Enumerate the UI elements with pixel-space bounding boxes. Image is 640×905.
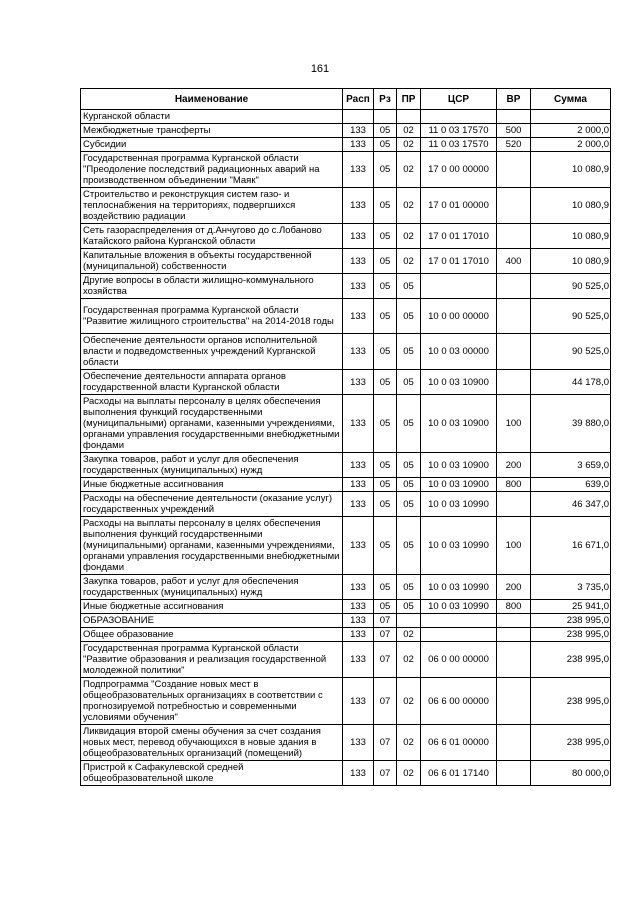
cell-name: ОБРАЗОВАНИЕ — [81, 614, 343, 628]
cell-csr: 10 0 00 00000 — [421, 299, 497, 334]
cell-pr: 05 — [397, 517, 421, 575]
header-rz: Рз — [374, 89, 397, 110]
cell-sum: 25 941,0 — [531, 600, 611, 614]
cell-name: Пристрой к Сафакулевской средней общеобразовательной школе — [81, 761, 343, 786]
cell-sum: 639,0 — [531, 478, 611, 492]
cell-vr — [497, 274, 531, 299]
cell-rz: 05 — [374, 370, 397, 395]
cell-pr: 02 — [397, 628, 421, 642]
cell-csr: 17 0 01 17010 — [421, 249, 497, 274]
cell-rz: 05 — [374, 188, 397, 224]
cell-rasp: 133 — [343, 761, 374, 786]
cell-pr: 05 — [397, 453, 421, 478]
cell-vr: 520 — [497, 138, 531, 152]
cell-sum: 39 880,0 — [531, 395, 611, 453]
cell-rz: 05 — [374, 395, 397, 453]
cell-rasp: 133 — [343, 224, 374, 249]
table-row — [81, 188, 611, 224]
cell-pr: 05 — [397, 478, 421, 492]
header-sum: Сумма — [531, 89, 611, 110]
cell-name: Курганской области — [81, 110, 343, 124]
cell-vr: 500 — [497, 124, 531, 138]
cell-rz: 05 — [374, 453, 397, 478]
cell-rasp: 133 — [343, 274, 374, 299]
cell-csr: 06 6 01 17140 — [421, 761, 497, 786]
cell-pr: 05 — [397, 370, 421, 395]
header-pr: ПР — [397, 89, 421, 110]
cell-vr: 100 — [497, 517, 531, 575]
cell-rz: 05 — [374, 334, 397, 370]
cell-pr: 02 — [397, 642, 421, 678]
cell-vr — [497, 492, 531, 517]
cell-rz: 07 — [374, 678, 397, 725]
cell-pr: 02 — [397, 124, 421, 138]
cell-rz: 05 — [374, 478, 397, 492]
cell-sum: 10 080,9 — [531, 224, 611, 249]
cell-sum: 238 995,0 — [531, 678, 611, 725]
cell-vr — [497, 761, 531, 786]
cell-vr: 200 — [497, 575, 531, 600]
cell-csr: 10 0 03 10990 — [421, 492, 497, 517]
cell-sum: 16 671,0 — [531, 517, 611, 575]
cell-vr: 800 — [497, 600, 531, 614]
cell-csr — [421, 614, 497, 628]
cell-vr — [497, 642, 531, 678]
cell-pr: 02 — [397, 761, 421, 786]
cell-csr: 10 0 03 10990 — [421, 575, 497, 600]
cell-rasp: 133 — [343, 370, 374, 395]
cell-sum: 3 735,0 — [531, 575, 611, 600]
cell-pr: 02 — [397, 725, 421, 761]
cell-pr: 05 — [397, 492, 421, 517]
cell-sum: 10 080,9 — [531, 188, 611, 224]
cell-csr: 17 0 01 17010 — [421, 224, 497, 249]
table-row — [81, 274, 611, 299]
cell-rz: 05 — [374, 124, 397, 138]
cell-rz: 05 — [374, 517, 397, 575]
cell-rz: 07 — [374, 642, 397, 678]
cell-sum: 3 659,0 — [531, 453, 611, 478]
header-rasp: Расп — [343, 89, 374, 110]
cell-name: Государственная программа Курганской области "Развитие образования и реализация государственной молодежной политики" — [81, 642, 343, 678]
cell-vr — [497, 299, 531, 334]
table-row — [81, 124, 611, 138]
cell-pr: 02 — [397, 224, 421, 249]
cell-pr — [397, 110, 421, 124]
cell-csr: 06 0 00 00000 — [421, 642, 497, 678]
cell-pr: 02 — [397, 152, 421, 188]
cell-rasp: 133 — [343, 299, 374, 334]
cell-name: Иные бюджетные ассигнования — [81, 478, 343, 492]
cell-pr: 02 — [397, 138, 421, 152]
cell-name: Иные бюджетные ассигнования — [81, 600, 343, 614]
cell-rz: 05 — [374, 152, 397, 188]
cell-vr — [497, 370, 531, 395]
cell-csr: 10 0 03 10900 — [421, 453, 497, 478]
cell-vr — [497, 628, 531, 642]
cell-rz: 05 — [374, 492, 397, 517]
cell-rasp: 133 — [343, 188, 374, 224]
cell-rasp: 133 — [343, 642, 374, 678]
cell-name: Закупка товаров, работ и услуг для обеспечения государственных (муниципальных) нужд — [81, 575, 343, 600]
cell-sum: 44 178,0 — [531, 370, 611, 395]
cell-vr — [497, 334, 531, 370]
cell-name: Общее образование — [81, 628, 343, 642]
cell-rasp: 133 — [343, 124, 374, 138]
table-row — [81, 453, 611, 478]
cell-name: Обеспечение деятельности органов исполнительной власти и подведомственных учреждений Курганской области — [81, 334, 343, 370]
cell-vr — [497, 224, 531, 249]
cell-vr — [497, 678, 531, 725]
cell-sum: 238 995,0 — [531, 628, 611, 642]
cell-sum: 238 995,0 — [531, 725, 611, 761]
cell-vr — [497, 188, 531, 224]
cell-name: Расходы на обеспечение деятельности (оказание услуг) государственных учреждений — [81, 492, 343, 517]
table-row — [81, 614, 611, 628]
cell-name: Подпрограмма "Создание новых мест в общеобразовательных организациях в соответствии с прогнозируемой потребностью и современными условиями обучения" — [81, 678, 343, 725]
cell-sum: 90 525,0 — [531, 334, 611, 370]
cell-sum: 90 525,0 — [531, 274, 611, 299]
cell-name: Государственная программа Курганской области "Развитие жилищного строительства" на 2014-2018 годы — [81, 299, 343, 334]
cell-rz: 05 — [374, 249, 397, 274]
cell-name: Закупка товаров, работ и услуг для обеспечения государственных (муниципальных) нужд — [81, 453, 343, 478]
cell-name: Межбюджетные трансферты — [81, 124, 343, 138]
cell-rasp: 133 — [343, 600, 374, 614]
cell-pr: 05 — [397, 600, 421, 614]
table-row — [81, 370, 611, 395]
cell-name: Обеспечение деятельности аппарата органов государственной власти Курганской области — [81, 370, 343, 395]
cell-pr: 02 — [397, 678, 421, 725]
cell-vr: 800 — [497, 478, 531, 492]
cell-sum — [531, 110, 611, 124]
cell-name: Другие вопросы в области жилищно-коммунального хозяйства — [81, 274, 343, 299]
cell-rz: 05 — [374, 575, 397, 600]
cell-sum: 238 995,0 — [531, 642, 611, 678]
cell-name: Сеть газораспределения от д.Анчугово до с.Лобаново Катайского района Курганской области — [81, 224, 343, 249]
cell-vr — [497, 152, 531, 188]
cell-rz: 05 — [374, 600, 397, 614]
cell-rasp: 133 — [343, 395, 374, 453]
cell-rz: 07 — [374, 725, 397, 761]
header-vr: ВР — [497, 89, 531, 110]
cell-name: Капитальные вложения в объекты государственной (муниципальной) собственности — [81, 249, 343, 274]
cell-rasp: 133 — [343, 152, 374, 188]
cell-vr — [497, 725, 531, 761]
cell-vr — [497, 614, 531, 628]
cell-rasp: 133 — [343, 453, 374, 478]
cell-csr: 06 6 00 00000 — [421, 678, 497, 725]
cell-vr: 200 — [497, 453, 531, 478]
table-row — [81, 628, 611, 642]
table-row — [81, 110, 611, 124]
cell-name: Государственная программа Курганской области "Преодоление последствий радиационных аварий на производственном объединении "Маяк" — [81, 152, 343, 188]
cell-pr: 05 — [397, 334, 421, 370]
table-row — [81, 334, 611, 370]
table-row — [81, 224, 611, 249]
cell-sum: 10 080,9 — [531, 152, 611, 188]
cell-sum: 2 000,0 — [531, 138, 611, 152]
table-row — [81, 600, 611, 614]
table-row — [81, 299, 611, 334]
table-row — [81, 249, 611, 274]
cell-rasp: 133 — [343, 628, 374, 642]
cell-pr: 02 — [397, 249, 421, 274]
cell-csr: 11 0 03 17570 — [421, 138, 497, 152]
cell-sum: 10 080,9 — [531, 249, 611, 274]
cell-pr — [397, 614, 421, 628]
table-header-row — [81, 89, 611, 110]
cell-name: Расходы на выплаты персоналу в целях обеспечения выполнения функций государственными (муниципальными) органами, казенными учреждениями, органами управления государственными внебюджетными фондами — [81, 517, 343, 575]
cell-rz: 05 — [374, 299, 397, 334]
table-row — [81, 575, 611, 600]
cell-csr: 10 0 03 10990 — [421, 600, 497, 614]
cell-pr: 05 — [397, 299, 421, 334]
cell-rasp: 133 — [343, 249, 374, 274]
cell-rasp: 133 — [343, 678, 374, 725]
cell-sum: 90 525,0 — [531, 299, 611, 334]
table-row — [81, 395, 611, 453]
table-row — [81, 678, 611, 725]
cell-rz: 05 — [374, 274, 397, 299]
cell-rasp: 133 — [343, 575, 374, 600]
cell-rz — [374, 110, 397, 124]
table-row — [81, 642, 611, 678]
header-name: Наименование — [81, 89, 343, 110]
cell-rz: 05 — [374, 138, 397, 152]
table-row — [81, 725, 611, 761]
cell-pr: 05 — [397, 575, 421, 600]
cell-rasp: 133 — [343, 138, 374, 152]
cell-rz: 07 — [374, 761, 397, 786]
cell-csr: 06 6 01 00000 — [421, 725, 497, 761]
cell-csr: 10 0 03 10900 — [421, 395, 497, 453]
cell-csr: 17 0 00 00000 — [421, 152, 497, 188]
table-row — [81, 152, 611, 188]
cell-rasp: 133 — [343, 478, 374, 492]
cell-sum: 46 347,0 — [531, 492, 611, 517]
cell-csr: 10 0 03 00000 — [421, 334, 497, 370]
cell-rasp: 133 — [343, 725, 374, 761]
cell-name: Субсидии — [81, 138, 343, 152]
cell-vr — [497, 110, 531, 124]
table-row — [81, 517, 611, 575]
cell-csr — [421, 274, 497, 299]
table-row — [81, 478, 611, 492]
cell-rz: 07 — [374, 614, 397, 628]
cell-rz: 05 — [374, 224, 397, 249]
cell-csr: 10 0 03 10900 — [421, 370, 497, 395]
cell-csr — [421, 110, 497, 124]
table-row — [81, 492, 611, 517]
cell-sum: 80 000,0 — [531, 761, 611, 786]
cell-csr: 10 0 03 10990 — [421, 517, 497, 575]
cell-rasp: 133 — [343, 614, 374, 628]
cell-csr: 17 0 01 00000 — [421, 188, 497, 224]
cell-rz: 07 — [374, 628, 397, 642]
budget-table — [80, 88, 611, 786]
cell-rasp: 133 — [343, 517, 374, 575]
cell-pr: 05 — [397, 274, 421, 299]
cell-sum: 238 995,0 — [531, 614, 611, 628]
cell-name: Ликвидация второй смены обучения за счет создания новых мест, перевод обучающихся в новые здания в общеобразовательных организаций (помещений) — [81, 725, 343, 761]
cell-vr: 100 — [497, 395, 531, 453]
table-row — [81, 761, 611, 786]
cell-csr — [421, 628, 497, 642]
cell-rasp: 133 — [343, 334, 374, 370]
cell-rasp — [343, 110, 374, 124]
cell-pr: 02 — [397, 188, 421, 224]
cell-vr: 400 — [497, 249, 531, 274]
cell-name: Расходы на выплаты персоналу в целях обеспечения выполнения функций государственными (муниципальными) органами, казенными учреждениями, органами управления государственными внебюджетными фондами — [81, 395, 343, 453]
cell-rasp: 133 — [343, 492, 374, 517]
header-csr: ЦСР — [421, 89, 497, 110]
cell-csr: 11 0 03 17570 — [421, 124, 497, 138]
cell-name: Строительство и реконструкция систем газо- и теплоснабжения на территориях, подвергшихся воздействию радиации — [81, 188, 343, 224]
cell-pr: 05 — [397, 395, 421, 453]
cell-csr: 10 0 03 10900 — [421, 478, 497, 492]
page-number: 161 — [310, 63, 330, 75]
table-row — [81, 138, 611, 152]
cell-sum: 2 000,0 — [531, 124, 611, 138]
